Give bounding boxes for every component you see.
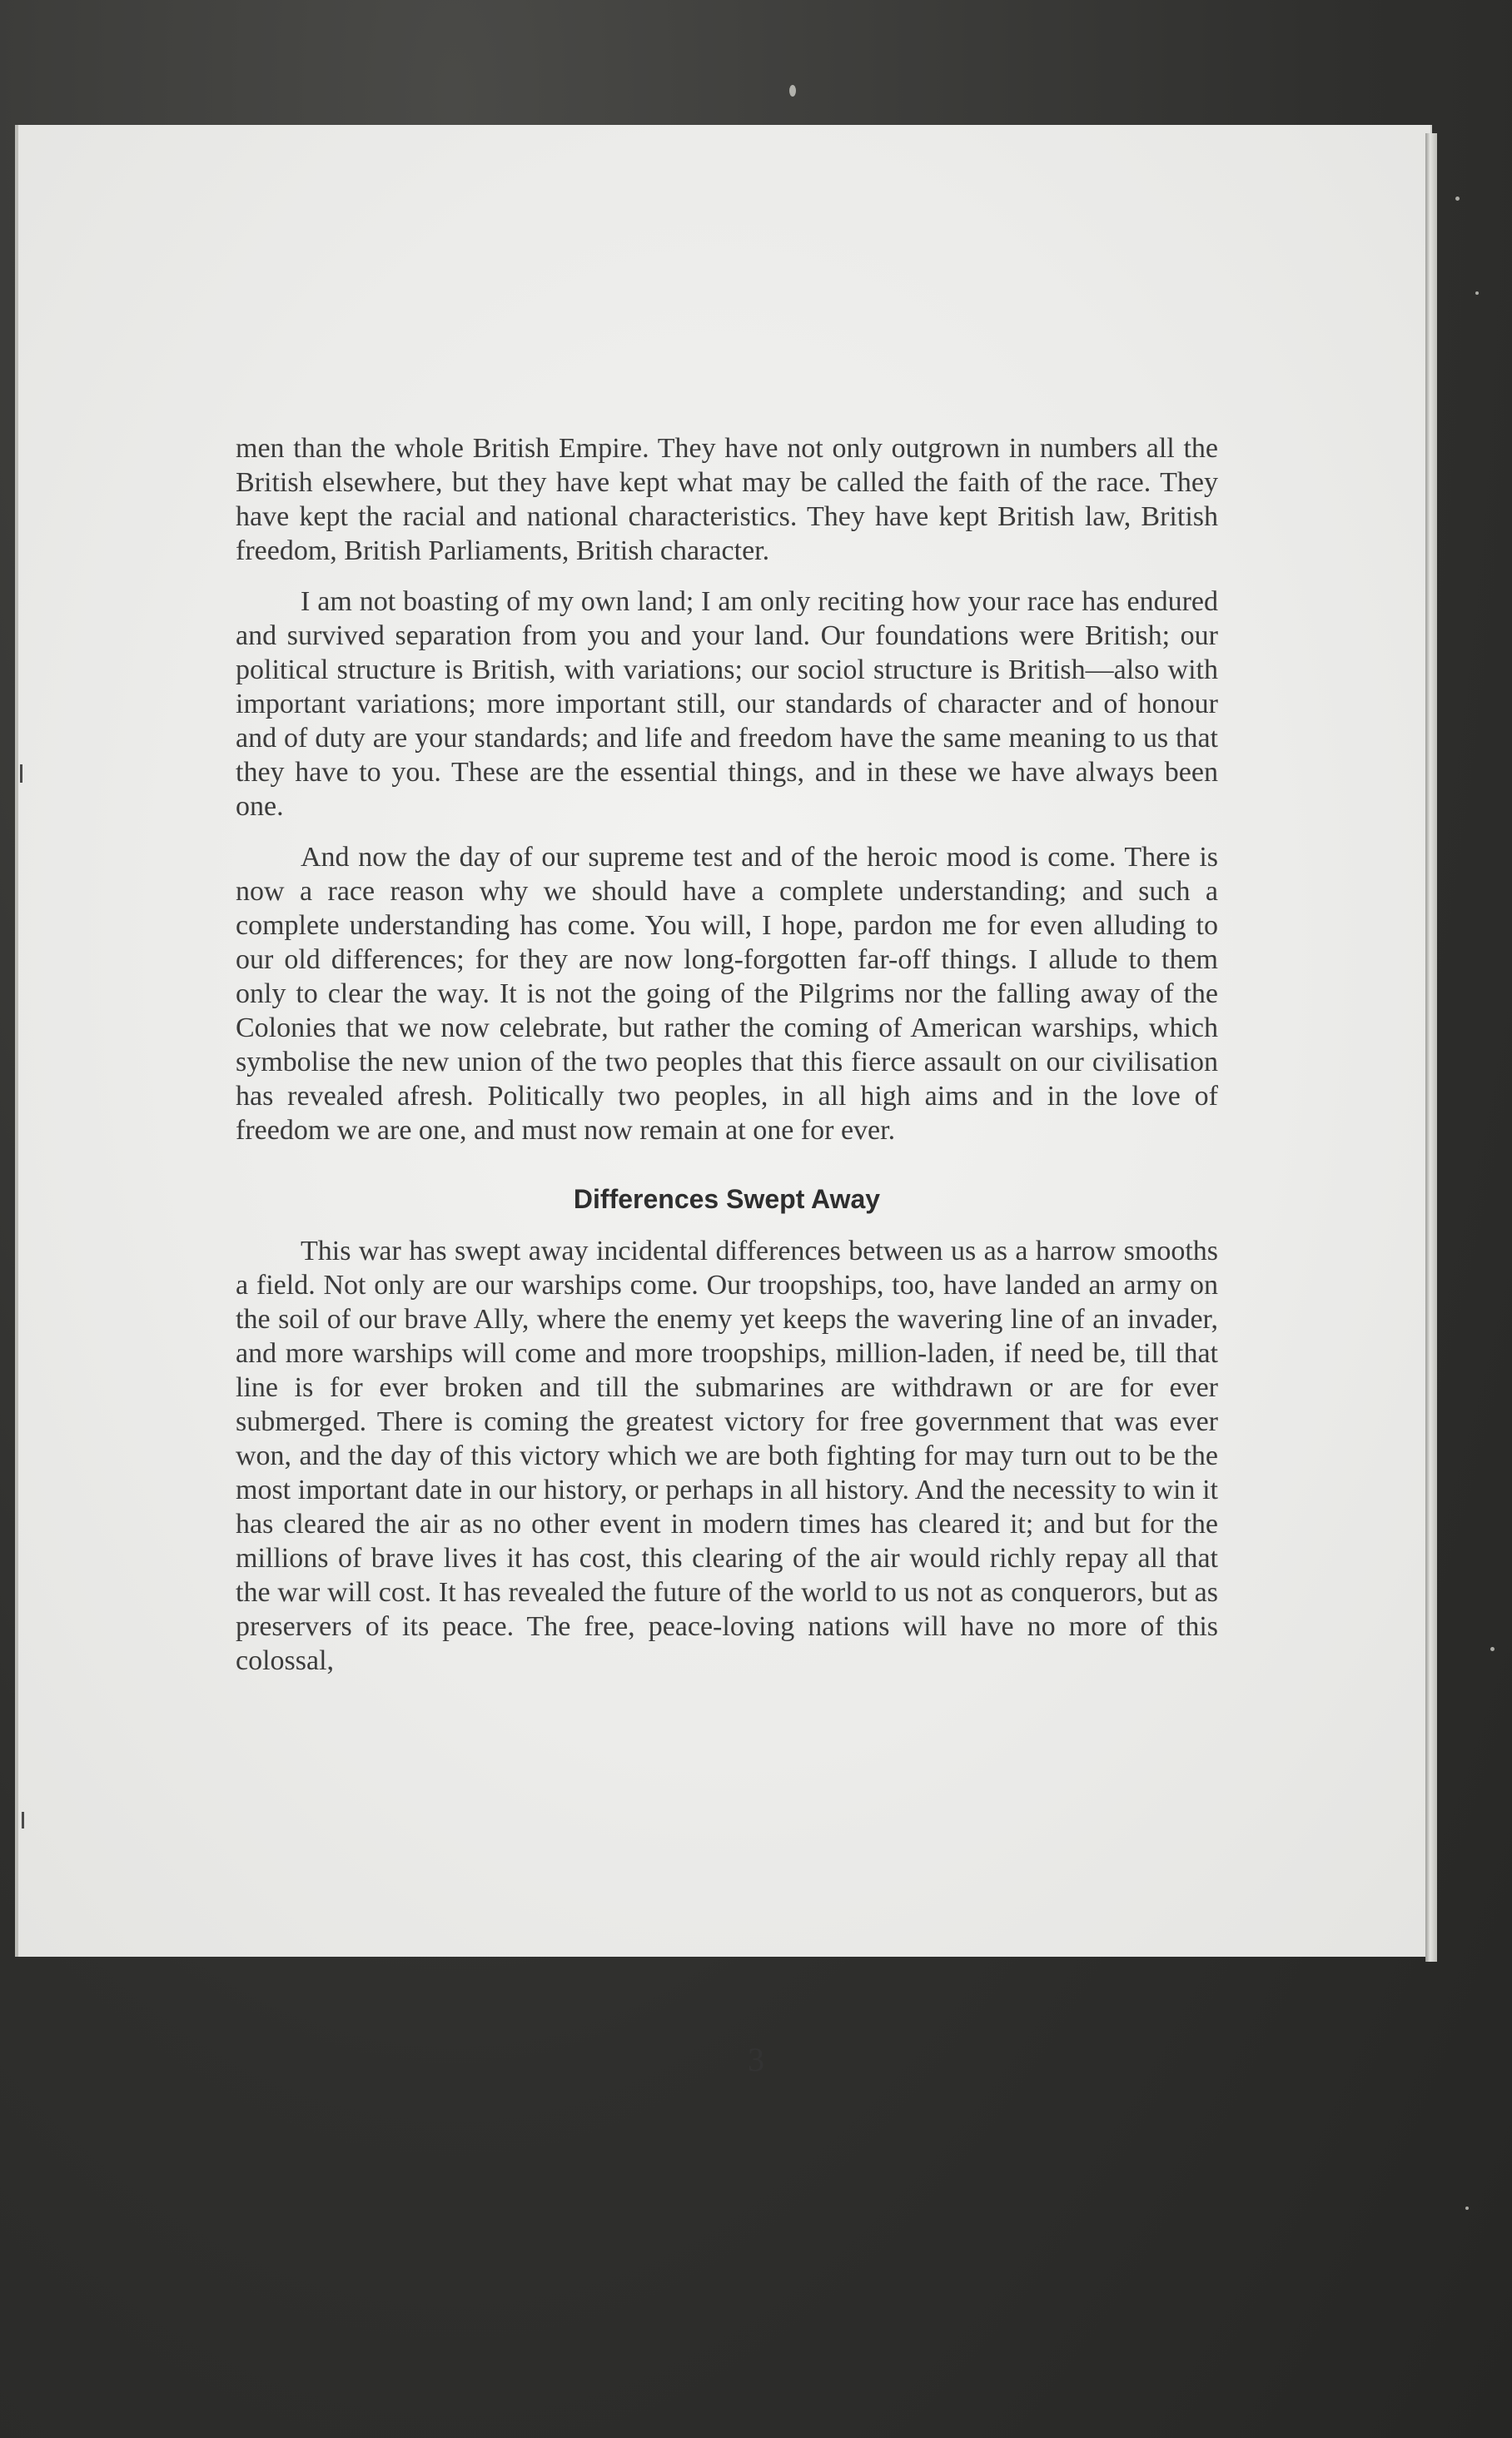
- paragraph-3: And now the day of our supreme test and of the heroic mood is come. There is now a race reason why we should have a complete understanding; and such a complete understanding has come. You will, I hope, pardon me for even alluding to our old differences; for they are now long-forgotten far-off things. I allude to them only to clear the way. It is not the going of the Pilgrims nor the falling away of the Colonies that we now celebrate, but rather the coming of American warships, which symbolise the new union of the two peoples that this fierce assault on our civilisation has revealed afresh. Politically two peoples, in all high aims and in the love of freedom we are one, and must now remain at one for ever.: [236, 842, 1218, 1146]
- margin-mark: [20, 764, 22, 783]
- page-number: 3: [748, 2041, 764, 2078]
- dust-speck: [789, 85, 796, 97]
- paragraph-2: I am not boasting of my own land; I am only reciting how your race has endured and survived separation from you and your land. Our foundations were British; our political structure is British, with variations; our sociol structure is British—also with important variations; more important still, our standards of character and of honour and of duty are your standards; and life and freedom have the same meaning to us that they have to you. These are the essential things, and in these we have always been one.: [236, 586, 1218, 822]
- section-heading: Differences Swept Away: [573, 1184, 881, 1214]
- page-binding-edge: [15, 125, 18, 1957]
- document-body: [236, 431, 1218, 1678]
- page-stack-edge: [1425, 133, 1437, 1962]
- margin-mark: [22, 1812, 24, 1828]
- paragraph-4: This war has swept away incidental differences between us as a harrow smooths a field. Not only are our warships come. Our troopships, too, have landed an army on the soil of our brave Ally, where the enemy yet keeps the wavering line of an invader, and more warships will come and more troopships, million-laden, if need be, till that line is for ever broken and till the submarines are withdrawn or are for ever submerged. There is coming the greatest victory for free government that was ever won, and the day of this victory which we are both fighting for may turn out to be the most important date in our history, or perhaps in all history. And the necessity to win it has cleared the air as no other event in modern times has cleared it; and but for the millions of brave lives it has cost, this clearing of the air would richly repay all that the war will cost. It has revealed the future of the world to us not as conquerors, but as preservers of its peace. The free, peace-loving nations will have no more of this colossal,: [236, 1236, 1218, 1676]
- dust-speck: [1490, 1647, 1495, 1651]
- dust-speck: [1455, 197, 1460, 201]
- dust-speck: [1475, 291, 1479, 295]
- dust-speck: [1465, 2207, 1469, 2210]
- paragraph-1: men than the whole British Empire. They have not only outgrown in numbers all the British elsewhere, but they have kept what may be called the faith of the race. They have kept the racial and national characteristics. They have kept British law, British freedom, British Parliaments, British character.: [236, 433, 1218, 566]
